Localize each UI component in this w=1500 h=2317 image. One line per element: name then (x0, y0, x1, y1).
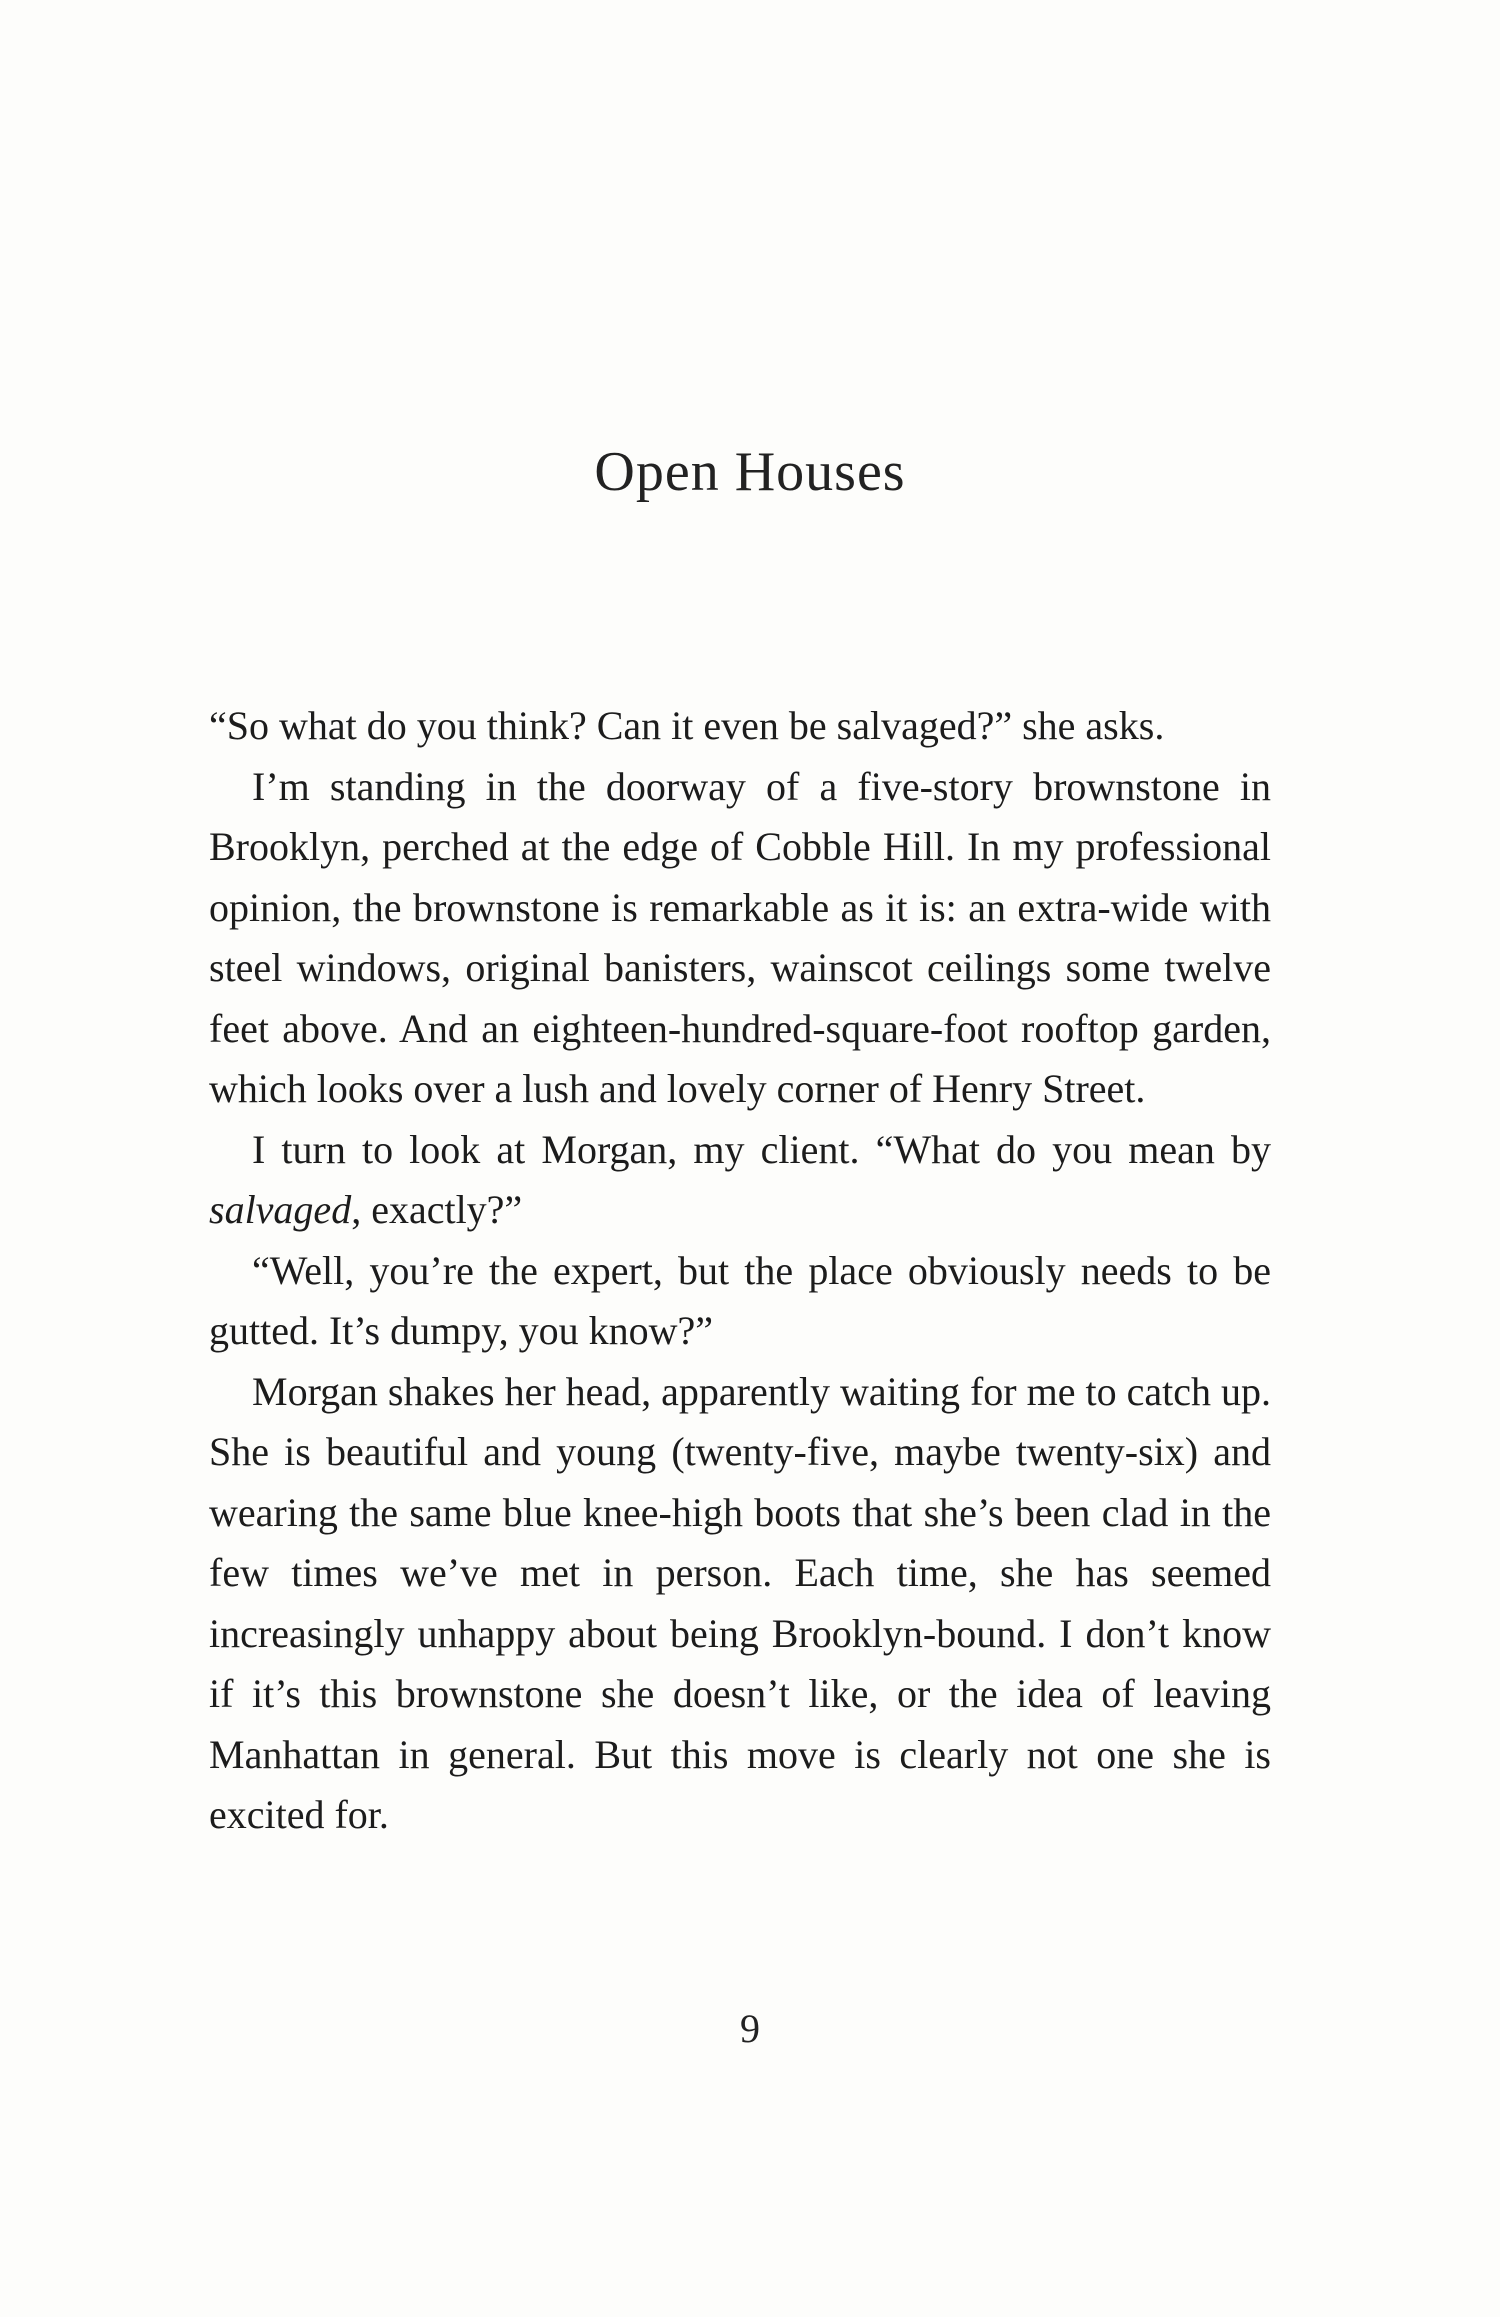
body-text (209, 696, 1271, 1846)
paragraph-4: “Well, you’re the expert, but the place obviously needs to be gutted. It’s dumpy, you know?” (209, 1247, 1271, 1353)
paragraph-3 (209, 1120, 1271, 1241)
paragraph-1: “So what do you think? Can it even be salvaged?” she asks. (209, 703, 1165, 748)
paragraph-5: Morgan shakes her head, apparently waiting for me to catch up. She is beautiful and young (twenty-five, maybe twenty-six) and wearing the same blue knee-high boots that she’s been clad in the few times we’ve met in person. Each time, she has seemed increasingly unhappy about being Brooklyn-bound. I don’t know if it’s this brownstone she doesn’t like, or the idea of leaving Manhattan in general. But this move is clearly not one she is excited for. (209, 1368, 1271, 1837)
paragraph-3-before: I turn to look at Morgan, my client. “What do you mean by (252, 1126, 1271, 1172)
paragraph-3-after: , exactly?” (351, 1187, 523, 1232)
emphasis-salvaged: salvaged (209, 1187, 352, 1232)
paragraph-2: I’m standing in the doorway of a five-story brownstone in Brooklyn, perched at the edge of Cobble Hill. In my professional opinion, the brownstone is remarkable as it is: an extra-wide with steel windows, original banisters, wainscot ceilings some twelve feet above. And an eighteen-hundred-square-foot rooftop garden, which looks over a lush and lovely corner of Henry Street. (209, 763, 1271, 1111)
chapter-title: Open Houses (594, 441, 906, 503)
page-number: 9 (740, 2006, 760, 2051)
